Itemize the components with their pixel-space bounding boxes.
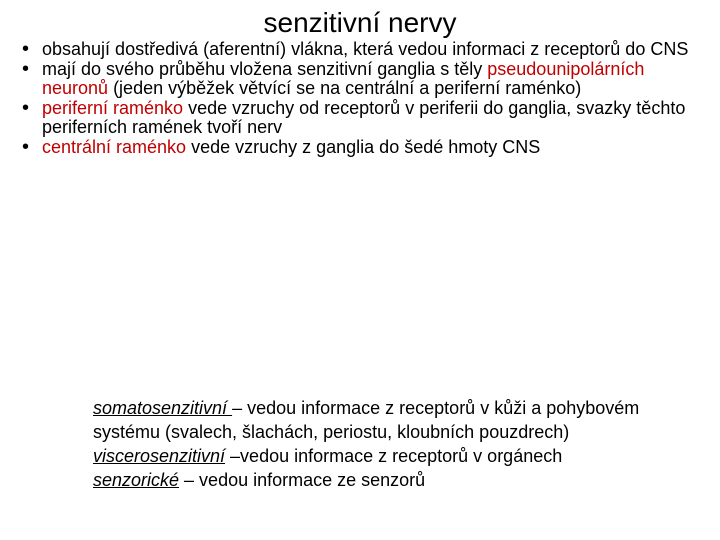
bullet-text: obsahují dostředivá (aferentní) vlákna, která vedou informaci z receptorů do CNS xyxy=(42,39,689,59)
bullet-dot-icon: • xyxy=(22,96,30,119)
bullet-item xyxy=(20,135,700,158)
slide-title: senzitivní nervy xyxy=(263,7,457,38)
bullet-dot-icon: • xyxy=(22,38,30,60)
definition-term: senzorické xyxy=(93,470,180,490)
definition-text: – vedou informace ze senzorů xyxy=(179,470,426,490)
bullet-text: vede vzruchy z ganglia do šedé hmoty CNS xyxy=(186,136,541,157)
bullet-text: vede vzruchy od receptorů v periferii do ganglia, svazky těchto periferních ramének tvoří nerv xyxy=(42,97,686,137)
definition-item xyxy=(93,468,703,492)
definition-term: somatosenzitivní xyxy=(93,398,233,418)
definition-item xyxy=(93,396,703,444)
bullet-item xyxy=(20,96,700,138)
bullet-text: mají do svého průběhu vložena senzitivní ganglia s těly xyxy=(42,58,488,79)
bullet-item xyxy=(20,57,700,99)
definition-item xyxy=(93,444,703,468)
bullet-text: (jeden výběžek větvící se na centrální a periferní raménko) xyxy=(108,78,582,98)
bullet-highlight: pseudounipolárních neuronů xyxy=(42,58,645,98)
bullet-highlight: periferní raménko xyxy=(42,97,184,118)
bullet-dot-icon: • xyxy=(22,57,30,80)
definition-text: – vedou informace z receptorů v kůži a pohybovém systému (svalech, šlachách, periostu, kloubních pouzdrech) xyxy=(93,398,640,442)
bullet-highlight: centrální raménko xyxy=(42,136,187,157)
definition-term: viscerosenzitivní xyxy=(93,446,226,466)
bullet-list xyxy=(20,40,700,157)
definition-text: –vedou informace z receptorů v orgánech xyxy=(225,446,563,466)
definitions-block xyxy=(93,396,703,492)
bullet-dot-icon: • xyxy=(22,135,30,158)
bullet-item xyxy=(20,40,700,60)
